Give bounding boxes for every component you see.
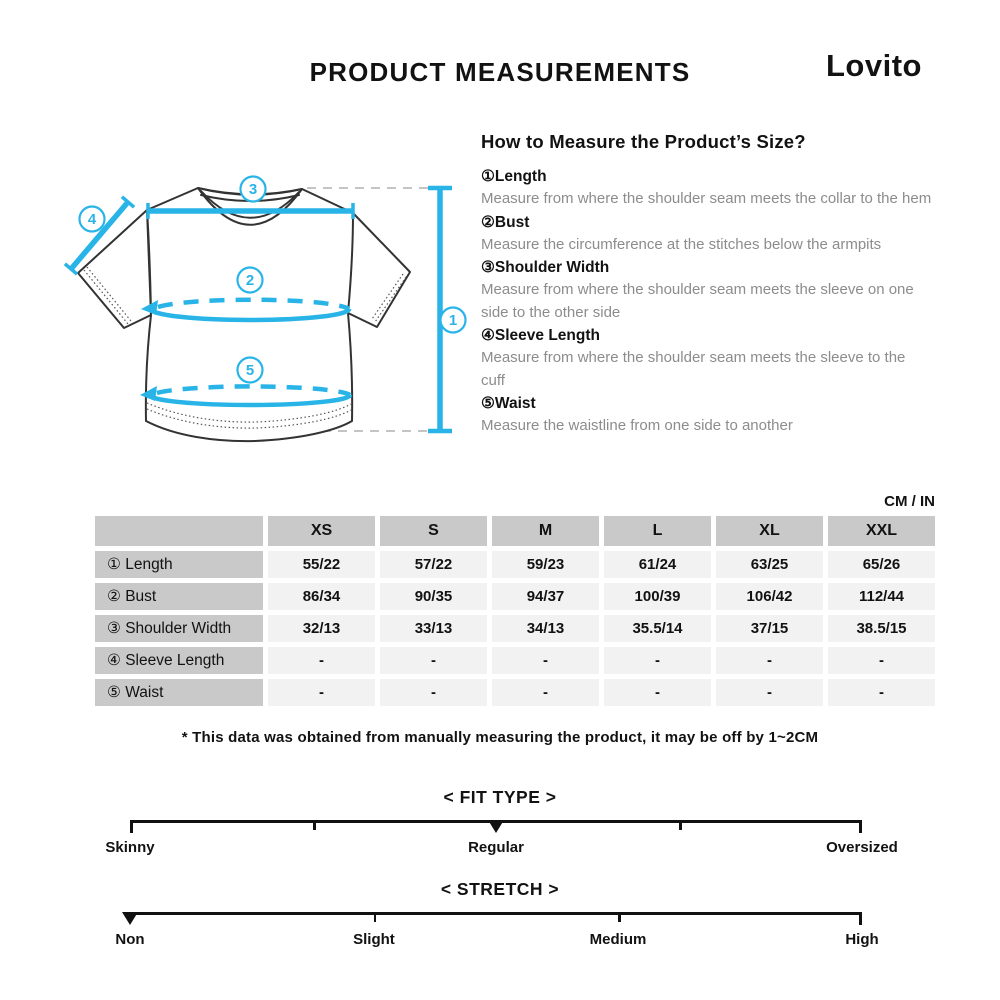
value-bust-l: 100/39	[604, 583, 711, 610]
value-sleeve-xxl: -	[828, 647, 935, 674]
brand-logo: Lovito	[826, 48, 922, 83]
circled-number: ⑤	[481, 395, 495, 412]
value-length-xl: 63/25	[716, 551, 823, 578]
value-shoulder-s: 33/13	[380, 615, 487, 642]
value-shoulder-l: 35.5/14	[604, 615, 711, 642]
circled-number: ③	[481, 259, 495, 276]
value-sleeve-l: -	[604, 647, 711, 674]
howto-desc-bust: Measure the circumference at the stitches below the armpits	[481, 235, 882, 253]
howto-desc-sleeve-length: Measure from where the shoulder seam meets the sleeve to the cuff	[481, 349, 906, 389]
scale-tick	[859, 820, 862, 833]
circled-number: ①	[481, 168, 495, 185]
value-sleeve-xl: -	[716, 647, 823, 674]
value-sleeve-m: -	[492, 647, 599, 674]
measurement-disclaimer: * This data was obtained from manually measuring the product, it may be off by 1~2CM	[181, 729, 819, 746]
diagram-marker-5: 5	[245, 362, 255, 379]
fit-label-skinny: Skinny	[105, 839, 155, 856]
units-label: CM / IN	[884, 493, 935, 510]
fit-type-marker	[488, 820, 504, 833]
column-header-m: M	[492, 516, 599, 546]
value-bust-m: 94/37	[492, 583, 599, 610]
column-header-s: S	[380, 516, 487, 546]
circled-number: ④	[481, 327, 495, 344]
howto-term-waist	[481, 392, 933, 415]
howto-desc-waist: Measure the waistline from one side to another	[481, 417, 793, 434]
value-waist-xs: -	[268, 679, 375, 706]
size-table	[95, 516, 935, 706]
how-to-measure-section	[481, 131, 933, 438]
row-label-sleeve-length: ④ Sleeve Length	[95, 647, 263, 674]
fit-type-scale	[105, 820, 898, 880]
value-shoulder-m: 34/13	[492, 615, 599, 642]
stretch-label-medium: Medium	[589, 931, 647, 948]
fit-label-oversized: Oversized	[826, 839, 898, 856]
column-header-l: L	[604, 516, 711, 546]
scale-tick	[130, 820, 133, 833]
shirt-measurement-diagram	[55, 158, 475, 458]
howto-term-sleeve-length	[481, 324, 933, 347]
scale-tick	[374, 912, 377, 922]
stretch-label-high: High	[845, 931, 879, 948]
diagram-marker-1: 1	[448, 312, 458, 329]
term-label: Bust	[494, 213, 530, 231]
value-bust-xxl: 112/44	[828, 583, 935, 610]
value-shoulder-xl: 37/15	[716, 615, 823, 642]
howto-term-shoulder-width	[481, 256, 933, 279]
value-length-s: 57/22	[380, 551, 487, 578]
value-bust-xs: 86/34	[268, 583, 375, 610]
page-title: PRODUCT MEASUREMENTS	[309, 57, 691, 87]
value-bust-xl: 106/42	[716, 583, 823, 610]
stretch-scale	[115, 912, 879, 972]
diagram-marker-4: 4	[87, 211, 97, 228]
scale-tick	[859, 912, 862, 925]
scale-tick	[679, 820, 682, 830]
diagram-marker-3: 3	[248, 181, 258, 198]
howto-desc-shoulder-width: Measure from where the shoulder seam meets the sleeve on one side to the other side	[481, 281, 914, 321]
value-waist-s: -	[380, 679, 487, 706]
term-label: Shoulder Width	[494, 259, 610, 276]
scale-tick	[313, 820, 316, 830]
stretch-label-non: Non	[115, 931, 145, 948]
fit-label-regular: Regular	[468, 839, 524, 856]
value-length-xxl: 65/26	[828, 551, 935, 578]
value-length-l: 61/24	[604, 551, 711, 578]
value-bust-s: 90/35	[380, 583, 487, 610]
circled-number: ②	[481, 213, 495, 231]
value-waist-xxl: -	[828, 679, 935, 706]
stretch-axis	[130, 912, 862, 915]
value-waist-xl: -	[716, 679, 823, 706]
stretch-heading: < STRETCH >	[440, 879, 560, 899]
row-label-bust: ② Bust	[95, 583, 263, 610]
value-sleeve-xs: -	[268, 647, 375, 674]
row-label-shoulder-width: ③ Shoulder Width	[95, 615, 263, 642]
value-waist-l: -	[604, 679, 711, 706]
scale-tick	[618, 912, 621, 922]
column-header-xl: XL	[716, 516, 823, 546]
value-shoulder-xxl: 38.5/15	[828, 615, 935, 642]
row-label-length: ① Length	[95, 551, 263, 578]
howto-desc-length: Measure from where the shoulder seam meets the collar to the hem	[481, 190, 932, 207]
term-label: Waist	[494, 395, 536, 412]
stretch-label-slight: Slight	[353, 931, 395, 948]
value-length-xs: 55/22	[268, 551, 375, 578]
column-header-xs: XS	[268, 516, 375, 546]
term-label: Sleeve Length	[494, 327, 600, 344]
value-length-m: 59/23	[492, 551, 599, 578]
column-header-xxl: XXL	[828, 516, 935, 546]
diagram-marker-2: 2	[245, 272, 255, 289]
table-corner-cell	[95, 516, 263, 546]
value-sleeve-s: -	[380, 647, 487, 674]
howto-term-length	[481, 165, 933, 188]
value-waist-m: -	[492, 679, 599, 706]
stretch-marker	[122, 912, 138, 925]
fit-type-heading: < FIT TYPE >	[443, 787, 557, 807]
value-shoulder-xs: 32/13	[268, 615, 375, 642]
how-to-heading: How to Measure the Product’s Size?	[481, 131, 806, 152]
term-label: Length	[494, 168, 547, 185]
row-label-waist: ⑤ Waist	[95, 679, 263, 706]
howto-term-bust	[481, 211, 933, 234]
